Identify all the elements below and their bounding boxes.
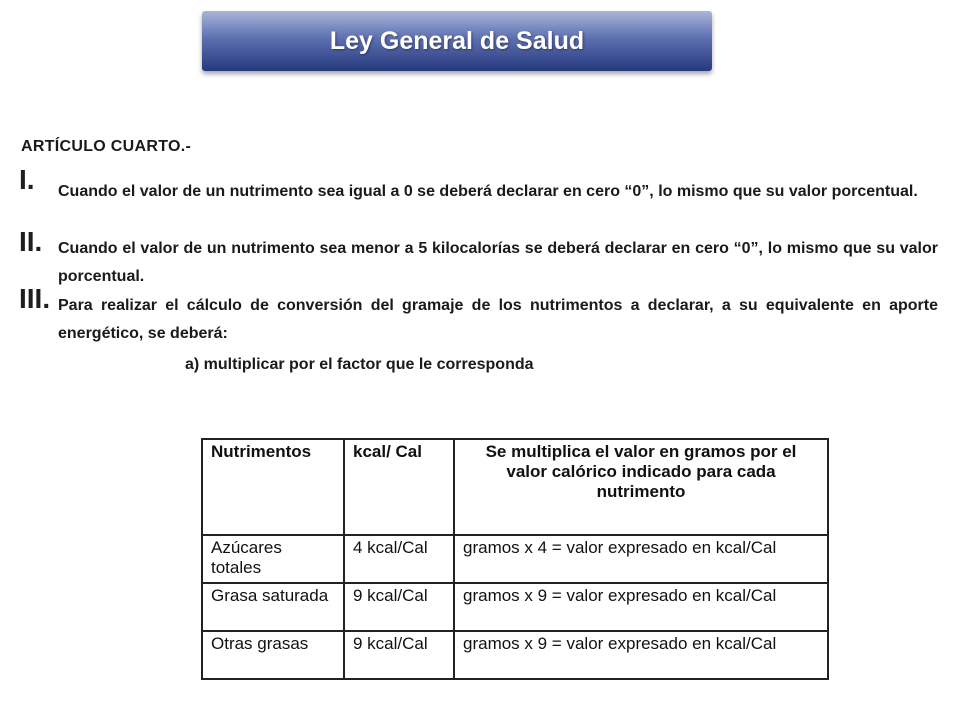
header-nutrimentos: Nutrimentos xyxy=(202,439,344,535)
title-banner xyxy=(202,11,712,71)
numeral-3: III. xyxy=(19,283,51,314)
cell-kcal: 9 kcal/Cal xyxy=(344,631,454,679)
nutrient-table xyxy=(201,438,829,680)
table-header-row xyxy=(202,439,828,535)
subitem-a: a) multiplicar por el factor que le corresponda xyxy=(185,356,534,373)
numeral-1: I. xyxy=(19,164,35,195)
cell-kcal: 9 kcal/Cal xyxy=(344,583,454,631)
header-multiplica: Se multiplica el valor en gramos por el valor calórico indicado para cada nutrimento xyxy=(454,439,828,535)
cell-formula: gramos x 9 = valor expresado en kcal/Cal xyxy=(454,583,828,631)
cell-formula: gramos x 4 = valor expresado en kcal/Cal xyxy=(454,535,828,583)
header-kcal: kcal/ Cal xyxy=(344,439,454,535)
cell-formula: gramos x 9 = valor expresado en kcal/Cal xyxy=(454,631,828,679)
cell-kcal: 4 kcal/Cal xyxy=(344,535,454,583)
cell-nutrient: Grasa saturada xyxy=(202,583,344,631)
table-row xyxy=(202,631,828,679)
paragraph-2: Cuando el valor de un nutrimento sea menor a 5 kilocalorías se deberá declarar en cero “0”, lo mismo que su valor porcentual. xyxy=(58,240,938,285)
paragraph-3: Para realizar el cálculo de conversión del gramaje de los nutrimentos a declarar, a su equivalente en aporte energético, se deberá: xyxy=(58,297,938,342)
numeral-2: II. xyxy=(19,226,43,257)
article-heading: ARTÍCULO CUARTO.- xyxy=(21,138,192,155)
table-row xyxy=(202,583,828,631)
paragraph-1: Cuando el valor de un nutrimento sea igual a 0 se deberá declarar en cero “0”, lo mismo que su valor porcentual. xyxy=(58,183,918,200)
table-row xyxy=(202,535,828,583)
cell-nutrient: Otras grasas xyxy=(202,631,344,679)
cell-nutrient: Azúcares totales xyxy=(202,535,344,583)
page-title: Ley General de Salud xyxy=(329,26,585,55)
